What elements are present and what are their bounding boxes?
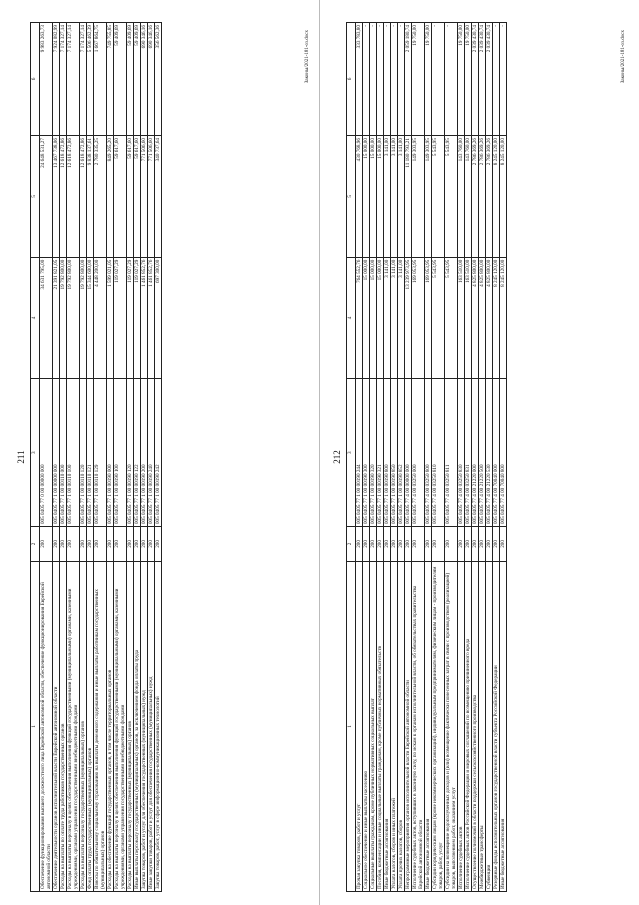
table-cell: 2 786 369,26 [486,136,493,258]
table-cell: Исполнение судебных актов Российской Федерации и мировых соглашений по возмещению причиненного вреда [465,561,472,891]
table-cell: 849 265,20 [107,136,114,258]
table-cell: 690 346,16 [148,23,155,136]
table-cell: Взносы по обязательному социальному страхованию на выплаты денежного содержания и иные выплаты работникам государственных (муниципальных) органов [94,561,107,891]
table-cell: 5 506 462,39 [87,23,94,136]
page-212 [320,0,639,905]
table-cell: 15 000,00 [377,136,384,258]
table-cell: 005 0405 77 1 00 00110 100 [67,379,80,527]
column-header: 6 [347,23,356,136]
budget-table [30,22,162,892]
table-row [391,23,398,892]
table-cell: 005 0405 77 1 00 00190 300 [363,379,370,527]
table-cell: 005 0405 77 1 00 00110 120 [80,379,87,527]
table-cell: 005 0405 77 4 00 00000 000 [405,379,412,527]
table-cell: 2 786 369,26 [479,136,486,258]
table-cell: 3 141,00 [398,257,405,379]
table-cell: Прочая закупка товаров, работ и услуг [356,561,363,891]
table-row [377,23,384,892]
table-cell: 005 0405 77 4 00 03250 830 [458,379,465,527]
table-cell: Иные бюджетные ассигнования [384,561,391,891]
table-row [107,23,114,892]
table-cell: 8 245 120,00 [493,136,500,258]
table-cell: 005 0405 77 4 00 03250 000 [412,379,425,527]
table-cell: 200 [425,527,432,562]
table-body [356,23,507,892]
table-cell: 21 391 821,05 [53,257,60,379]
table-cell: 163 510,00 [458,257,465,379]
table-cell: Осуществление полномочий в области поддержки сельскохозяйственного производства [472,561,479,891]
column-header: 5 [31,136,40,258]
table-cell: 005 0405 77 1 00 00190 242 [155,379,162,527]
table-cell: 771 506,60 [141,136,148,258]
table-cell: 005 0405 77 4 00 21220 500 [479,379,486,527]
table-cell: 005 0405 77 1 00 00190 321 [377,379,384,527]
table-cell: 3 141,00 [384,257,391,379]
table-cell: 005 0405 77 1 00 00190 850 [391,379,398,527]
table-cell: 13 239 973,95 [405,257,412,379]
table-cell: 59 617,60 [127,136,134,258]
table-row [141,23,148,892]
column-header: 4 [31,257,40,379]
column-header: 4 [347,257,356,379]
table-cell: 3 141,00 [391,136,398,258]
table-cell: 200 [148,527,155,562]
table-cell: 005 0405 77 1 00 00190 244 [356,379,363,527]
table-cell: 4 825 800,00 [479,257,486,379]
table-cell: 3 141,00 [398,136,405,258]
table-cell: 005 0405 77 1 00 00000 000 [53,379,60,527]
page-number: 212 [332,450,342,464]
table-cell: 169 053,95 [425,257,432,379]
table-cell: 143 760,00 [465,136,472,258]
table-cell: Уплата налогов, сборов и иных платежей [391,561,398,891]
table-cell: 2 039 430,74 [472,23,479,136]
table-cell: 005 0405 77 4 00 21220 530 [486,379,493,527]
table-cell: Обеспечение деятельности органов исполнительной власти Еврейской автономной области [53,561,60,891]
table-cell: 12 618 472,86 [80,136,87,258]
table-cell: Обеспечение функционирования высшего должностного лица Еврейской автономной области, обеспечение функционирования Еврейской автономной области [40,561,53,891]
table-cell: 200 [412,527,425,562]
column-header: 6 [31,23,40,136]
table-cell: Непрограммные мероприятия органов исполнительной власти Еврейской автономной области [405,561,412,891]
table-cell: 3 141,00 [384,136,391,258]
table-cell: - [398,23,405,136]
table-row [445,23,458,892]
column-header: 2 [347,527,356,562]
table-cell: 2 059 180,74 [405,23,412,136]
table-cell: Иные бюджетные ассигнования [500,561,507,891]
table-cell: Субсидии юридическим лицам (кроме некоммерческих организаций), индивидуальным предпринимателям, физическим лицам - производителям товаров, работ, услуг [432,561,445,891]
table-cell: 12 618 472,86 [60,136,67,258]
table-cell: 4 448 200,00 [94,257,107,379]
table-cell: 5 543,95 [432,136,445,258]
table-cell: 19 792 800,00 [67,257,80,379]
table-cell: 005 0405 77 1 00 00110 000 [60,379,67,527]
table-cell: 005 0405 77 4 00 70040 000 [493,379,500,527]
table-cell: 690 346,16 [141,23,148,136]
table-body [40,23,162,892]
table-cell: Иные бюджетные ассигнования [425,561,432,891]
table-row [114,23,127,892]
table-cell: 19 792 800,00 [60,257,67,379]
table-cell: 005 0405 77 1 00 00190 200 [141,379,148,527]
table-row [465,23,472,892]
table-cell: 200 [356,527,363,562]
table-cell: Фонд оплаты труда государственных (муниципальных) органов [87,561,94,891]
table-row [370,23,377,892]
table-cell: - [377,23,384,136]
table-cell: 200 [87,527,94,562]
page-212-content [328,22,628,892]
column-header: 1 [347,561,356,891]
table-cell: Исполнение судебных актов, вступивших в законную силу, по искам к органам исполнительной власти, об обязательствах правительства Еврейской автономной области [412,561,425,891]
table-cell: 200 [458,527,465,562]
table-cell: 340 737,64 [155,136,162,258]
table-cell: 005 0405 77 1 00 00110 129 [94,379,107,527]
page-number: 211 [16,450,26,464]
table-cell: 200 [445,527,458,562]
table-row [458,23,465,892]
table-cell: 5 543,95 [432,257,445,379]
table-cell: 333 783,80 [356,23,363,136]
table-cell: 11 180 793,21 [405,136,412,258]
table-cell: 4 825 800,00 [486,257,493,379]
table-cell: 005 0405 77 1 00 00190 852 [398,379,405,527]
table-row [493,23,500,892]
table-cell: 200 [377,527,384,562]
table-cell: 19 792 800,00 [80,257,87,379]
table-cell: 356 562,36 [155,23,162,136]
table-row [148,23,155,892]
page-footer: Законы/2021-181-оз.docx [305,30,310,84]
table-cell: 119 027,29 [134,257,141,379]
table-cell: 19 750,00 [465,23,472,136]
table-cell: - [445,23,458,136]
table-cell: - [370,23,377,136]
table-row [40,23,53,892]
table-cell: 200 [40,527,53,562]
table-cell: 3 141,00 [391,257,398,379]
table-row [363,23,370,892]
table-row [384,23,391,892]
table-cell: 9 838 137,61 [87,136,94,258]
table-cell: 1 599 021,05 [107,257,114,379]
table-cell: 200 [493,527,500,562]
table-cell: Субсидии на возмещение недополученных доходов и (или) возмещение фактически понесенных затрат в связи с производством (реализацией) товаров, выполнением работ, оказанием услуг [445,561,458,891]
table-cell: 119 027,29 [127,257,134,379]
table-cell: 8 245 120,00 [500,136,507,258]
table-cell: Закупка товаров, работ, услуг в сфере информационно-коммуникационных технологий [155,561,162,891]
table-cell: 8 245 120,00 [493,257,500,379]
table-cell: 005 0405 77 0 00 00000 000 [40,379,53,527]
table-cell: 19 750,00 [458,23,465,136]
table-cell: 200 [107,527,114,562]
table-cell: 1 667 864,75 [94,23,107,136]
table-cell: 15 000,00 [370,257,377,379]
table-row [155,23,162,892]
table-cell: 200 [141,527,148,562]
table-cell: 15 000,00 [370,136,377,258]
column-header: 5 [347,136,356,258]
table-row [412,23,425,892]
table-cell: Иные закупки товаров, работ и услуг для обеспечения государственных (муниципальных) нужд [148,561,155,891]
table-cell: 005 0405 77 1 00 00190 800 [384,379,391,527]
table-cell: 19 750,00 [412,23,425,136]
table-cell: 7 174 327,14 [60,23,67,136]
table-cell: Социальные выплаты гражданам, кроме публичных нормативных социальных выплат [370,561,377,891]
table-cell: Расходы на выплаты персоналу в целях обеспечения выполнения функций государственными (муниципальными) органами, казенными учреждениями, органами управления государственными внебюджетными фондами [67,561,80,891]
table-cell: 005 0405 77 4 00 21220 000 [472,379,479,527]
column-header: 3 [31,379,40,527]
table-cell: 7 174 327,14 [67,23,80,136]
table-cell: Резервные фонды исполнительных органов государственной власти субъекта Российской Федерации [493,561,500,891]
table-cell: - [493,23,500,136]
table-cell: 200 [94,527,107,562]
table-cell: Закупка товаров, работ и услуг для обеспечения государственных (муниципальных) нужд [141,561,148,891]
table-cell: 697 300,00 [155,257,162,379]
table-cell: 200 [500,527,507,562]
table-cell: 764 552,76 [356,257,363,379]
table-row [127,23,134,892]
table-row [94,23,107,892]
table-cell: Расходы на выплаты по оплате труда работников государственных органов [60,561,67,891]
table-row [500,23,507,892]
table-row [432,23,445,892]
table-cell: 200 [384,527,391,562]
table-row [87,23,94,892]
table-row [80,23,87,892]
table-cell: 005 0405 77 4 00 03250 811 [445,379,458,527]
column-header: 3 [347,379,356,527]
table-cell: 34 631 795,00 [40,257,53,379]
table-cell: 15 000,00 [363,257,370,379]
table-cell: 19 750,00 [425,23,432,136]
page-footer: Законы/2021-181-оз.docx [621,30,626,84]
table-cell: 1 461 852,76 [141,257,148,379]
table-cell: 005 0405 77 1 00 00190 000 [107,379,114,527]
table-cell: 24 648 531,27 [40,136,53,258]
table-cell: Социальное обеспечение и иные выплаты населению [363,561,370,891]
table-cell: 005 0405 77 1 00 00190 100 [114,379,127,527]
table-row [67,23,80,892]
table-cell: 2 786 369,26 [472,136,479,258]
table-cell: 143 760,00 [458,136,465,258]
table-cell: 200 [472,527,479,562]
table-row [356,23,363,892]
table-cell: Расходы на выплаты персоналу государственных (муниципальных) органов [80,561,87,891]
table-cell: Межбюджетные трансферты [479,561,486,891]
table-cell: - [432,23,445,136]
table-cell: 005 0405 77 1 00 00110 121 [87,379,94,527]
table-row [53,23,60,892]
table-cell: 005 0405 77 1 00 00190 240 [148,379,155,527]
table-cell: Иные выплаты персоналу государственных (муниципальных) органов, за исключением фонда оплаты труда [134,561,141,891]
table-cell: 169 053,95 [412,257,425,379]
table-row [134,23,141,892]
table-cell: Пособия, компенсации и иные социальные выплаты гражданам, кроме публичных нормативных обязательств [377,561,384,891]
table-cell: 149 303,95 [412,136,425,258]
table-cell: 59 409,69 [134,23,141,136]
table-cell: 200 [127,527,134,562]
table-cell: Уплата прочих налогов, сборов [398,561,405,891]
table-cell: Субвенции [486,561,493,891]
budget-table [346,22,507,892]
table-cell: 7 174 327,14 [80,23,87,136]
table-cell: 200 [53,527,60,562]
table-cell: 15 344 600,00 [87,257,94,379]
table-row [425,23,432,892]
table-cell: - [500,23,507,136]
table-cell: 005 0405 77 4 00 03250 831 [465,379,472,527]
table-cell: 7 924 082,99 [53,23,60,136]
table-cell: 005 0405 77 4 00 03250 810 [432,379,445,527]
table-cell: 200 [465,527,472,562]
table-cell: - [391,23,398,136]
table-cell: - [363,23,370,136]
table-cell: 9 983 263,73 [40,23,53,136]
table-cell: 200 [114,527,127,562]
table-cell: 200 [405,527,412,562]
table-cell: 5 543,95 [445,136,458,258]
table-cell: 149 303,95 [425,136,432,258]
table-cell: Исполнение судебных актов [458,561,465,891]
table-cell: 4 825 800,00 [472,257,479,379]
table-row [60,23,67,892]
table-header-row [347,23,356,892]
table-row [398,23,405,892]
table-cell: 005 0405 77 4 00 03250 800 [425,379,432,527]
table-cell: 200 [432,527,445,562]
table-cell: 5 543,95 [445,257,458,379]
table-cell: - [384,23,391,136]
table-cell: 749 755,85 [107,23,114,136]
table-cell: 12 618 472,86 [67,136,80,258]
table-cell: 200 [479,527,486,562]
table-cell: 8 245 120,00 [500,257,507,379]
table-cell: 430 768,96 [356,136,363,258]
table-cell: 15 000,00 [363,136,370,258]
column-header: 1 [31,561,40,891]
table-cell: 200 [60,527,67,562]
table-cell: 2 039 430,74 [479,23,486,136]
table-cell: Расходы на выплаты персоналу в целях обеспечения выполнения функций государственными (муниципальными) органами, казенными учреждениями, органами управления государственными внебюджетными фондами [114,561,127,891]
table-cell: Расходы на обеспечение функций государственных органов, в том числе территориальных органов [107,561,114,891]
table-row [479,23,486,892]
table-cell: 200 [80,527,87,562]
table-cell: 15 000,00 [377,257,384,379]
table-cell: 59 617,60 [114,136,127,258]
table-cell: 200 [134,527,141,562]
table-cell: 005 0405 77 4 00 70040 800 [500,379,507,527]
table-cell: Расходы на выплаты персоналу государственных (муниципальных) органов [127,561,134,891]
page-211-content [12,22,312,892]
table-row [486,23,493,892]
table-cell: 200 [155,527,162,562]
column-header: 2 [31,527,40,562]
table-cell: 2 039 430,74 [486,23,493,136]
table-cell: 59 617,60 [134,136,141,258]
table-header-row [31,23,40,892]
table-row [405,23,412,892]
table-cell: 200 [398,527,405,562]
table-cell: 119 027,29 [114,257,127,379]
table-cell: 771 506,60 [148,136,155,258]
table-cell: 200 [67,527,80,562]
table-cell: 200 [486,527,493,562]
table-cell: 005 0405 77 1 00 00190 120 [127,379,134,527]
table-cell: 005 0405 77 1 00 00190 122 [134,379,141,527]
table-cell: 1 461 852,76 [148,257,155,379]
table-cell: 200 [370,527,377,562]
table-cell: 59 409,69 [114,23,127,136]
table-cell: 200 [391,527,398,562]
table-cell: 59 409,69 [127,23,134,136]
table-cell: 163 510,00 [465,257,472,379]
table-cell: 13 467 738,06 [53,136,60,258]
table-cell: 005 0405 77 1 00 00190 320 [370,379,377,527]
table-cell: 2 780 335,25 [94,136,107,258]
table-cell: 200 [363,527,370,562]
table-row [472,23,479,892]
